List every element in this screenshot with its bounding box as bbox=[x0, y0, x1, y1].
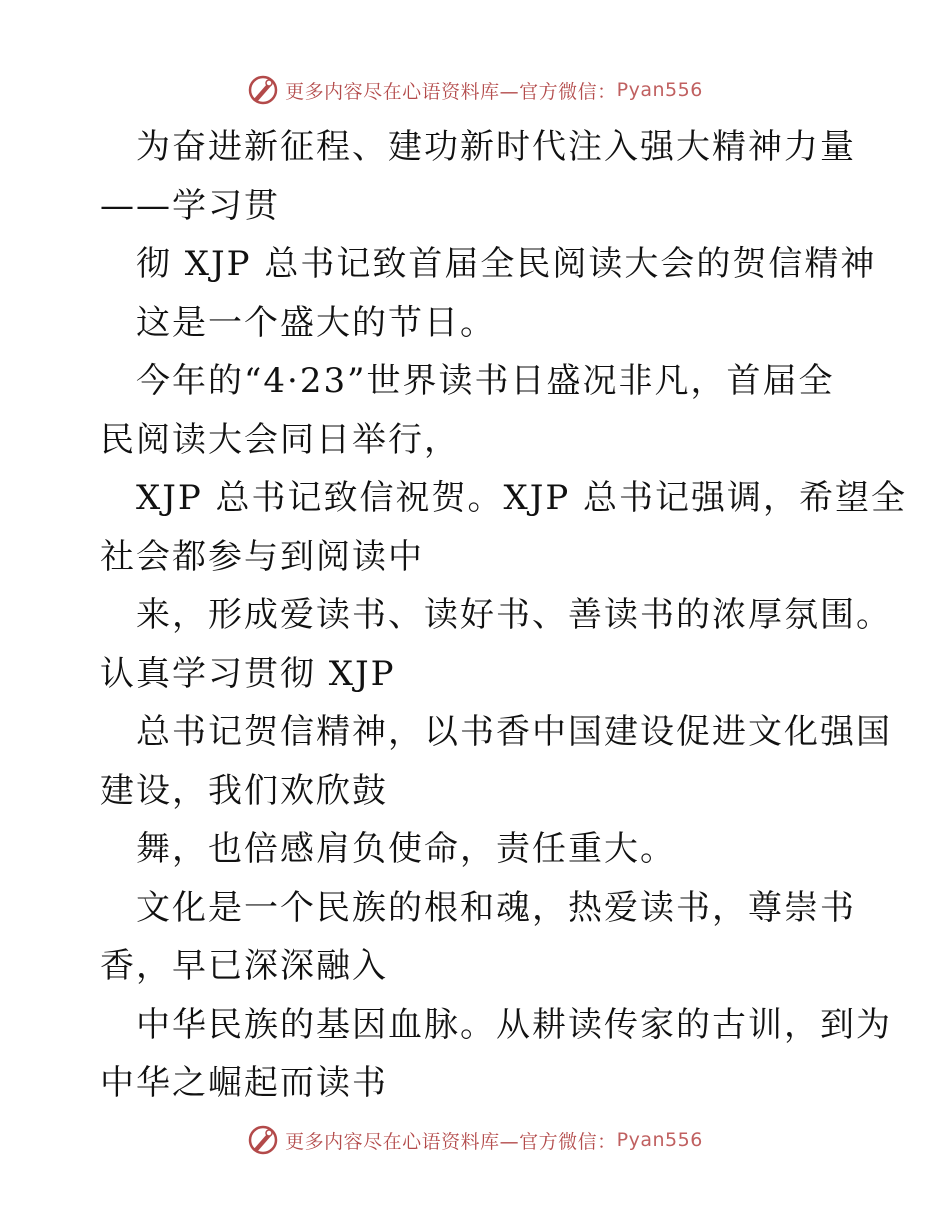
text-line: 中华民族的基因血脉。从耕读传家的古训，到为 bbox=[136, 1004, 892, 1045]
text-line: 来，形成爱读书、读好书、善读书的浓厚氛围。 bbox=[136, 595, 892, 635]
text-line: 中华之崛起而读书 bbox=[100, 1063, 388, 1103]
header-watermark bbox=[0, 70, 950, 110]
text-line: 舞，也倍感肩负使命，责任重大。 bbox=[136, 829, 676, 869]
text-line: 彻 XJP 总书记致首届全民阅读大会的贺信精神 bbox=[136, 244, 877, 284]
watermark-wechat-id: Pyan556 bbox=[616, 79, 703, 101]
text-line: 文化是一个民族的根和魂，热爱读书，尊崇书 bbox=[136, 887, 856, 928]
pen-logo-icon bbox=[247, 74, 279, 106]
watermark-wechat-id: Pyan556 bbox=[616, 1129, 703, 1151]
text-line: 建设，我们欢欣鼓 bbox=[100, 770, 388, 811]
text-line: 总书记贺信精神，以书香中国建设促进文化强国 bbox=[136, 712, 892, 752]
text-line: 社会都参与到阅读中 bbox=[100, 536, 424, 577]
text-line: 香，早已深深融入 bbox=[100, 946, 388, 986]
text-line: 今年的“4·23”世界读书日盛况非凡，首届全 bbox=[136, 361, 835, 401]
text-line: 为奋进新征程、建功新时代注入强大精神力量 bbox=[136, 127, 856, 167]
watermark-text: 更多内容尽在心语资料库—官方微信： bbox=[285, 1130, 617, 1153]
watermark-text: 更多内容尽在心语资料库—官方微信： bbox=[285, 80, 617, 103]
document-body bbox=[100, 118, 908, 1113]
footer-watermark bbox=[0, 1120, 950, 1160]
text-line: XJP 总书记致信祝贺。XJP 总书记强调，希望全 bbox=[136, 478, 908, 518]
text-line: 认真学习贯彻 XJP bbox=[100, 653, 396, 694]
text-line: 这是一个盛大的节日。 bbox=[136, 302, 496, 343]
pen-logo-icon bbox=[247, 1124, 279, 1156]
text-line: 民阅读大会同日举行， bbox=[100, 419, 460, 460]
text-line: ——学习贯 bbox=[100, 185, 280, 226]
